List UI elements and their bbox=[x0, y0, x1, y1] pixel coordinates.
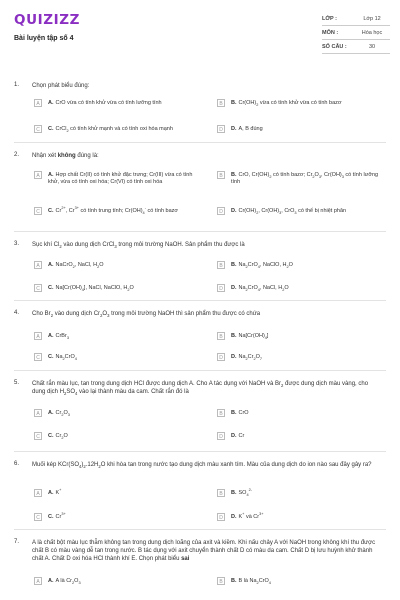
answer-option-a[interactable] bbox=[34, 333, 194, 340]
option-checkbox[interactable]: B bbox=[217, 577, 225, 585]
header bbox=[0, 0, 400, 68]
option-checkbox[interactable]: B bbox=[217, 409, 225, 417]
option-letter: C. bbox=[48, 285, 54, 291]
option-checkbox[interactable]: C bbox=[34, 432, 42, 440]
answer-option-c[interactable] bbox=[34, 354, 194, 361]
option-content bbox=[48, 285, 134, 292]
option-content bbox=[48, 126, 173, 133]
option-content bbox=[231, 490, 252, 497]
question-divider bbox=[14, 370, 386, 371]
answer-option-a[interactable] bbox=[34, 100, 194, 107]
answer-option-c[interactable] bbox=[34, 126, 194, 133]
option-text: CrCl$_2$ có tính khử mạnh và có tính oxi hóa mạnh bbox=[55, 126, 173, 134]
question-number: 1. bbox=[14, 82, 20, 88]
option-letter: B. bbox=[231, 172, 237, 178]
answer-option-d[interactable] bbox=[217, 354, 387, 361]
option-checkbox[interactable]: C bbox=[34, 125, 42, 133]
option-text: NaCrO$_2$, NaCl, $H_2O$ bbox=[55, 262, 104, 270]
option-content bbox=[48, 578, 81, 585]
option-checkbox[interactable]: A bbox=[34, 409, 42, 417]
option-content bbox=[231, 100, 342, 107]
option-text: $Na_2CrO_4$, NaCl, $H_2O$ bbox=[238, 285, 289, 293]
answer-option-d[interactable] bbox=[217, 433, 387, 440]
option-checkbox[interactable]: D bbox=[217, 432, 225, 440]
answer-option-d[interactable] bbox=[217, 208, 387, 215]
option-text: $Cr(OH)_2$, $Cr(OH)_3$, CrO$_3$ có thể bị nhiệt phân bbox=[238, 208, 347, 216]
option-letter: B. bbox=[231, 100, 237, 106]
option-checkbox[interactable]: A bbox=[34, 261, 42, 269]
option-checkbox[interactable]: B bbox=[217, 261, 225, 269]
option-text: $Na_2CrO_4$, NaClO, $H_2O$ bbox=[238, 262, 293, 270]
answer-option-b[interactable] bbox=[217, 100, 387, 107]
option-checkbox[interactable]: A bbox=[34, 99, 42, 107]
option-text: $Cr(OH)_2$ vừa có tính khử vừa có tính bazơ bbox=[238, 100, 342, 108]
option-text: $Cr^{3+}$ bbox=[55, 512, 66, 520]
answer-option-b[interactable] bbox=[217, 262, 387, 269]
option-letter: A. bbox=[48, 578, 54, 584]
option-checkbox[interactable]: A bbox=[34, 489, 42, 497]
answer-option-d[interactable] bbox=[217, 126, 387, 133]
question-text: Chọn phát biểu đúng: bbox=[32, 83, 90, 89]
question-text: Cho $Br_2$ vào dung dịch $Cr_2O_3$ trong môi trường NaOH thì sản phẩm thu được có chứa bbox=[32, 311, 261, 319]
option-content bbox=[231, 285, 289, 292]
answer-option-d[interactable] bbox=[217, 514, 387, 521]
option-content bbox=[48, 490, 61, 497]
option-text: B là $Na_2CrO_4$ bbox=[238, 578, 271, 586]
option-letter: A. bbox=[48, 172, 54, 178]
option-content bbox=[48, 100, 162, 107]
answer-option-a[interactable] bbox=[34, 172, 194, 186]
option-letter: B. bbox=[231, 490, 237, 496]
option-checkbox[interactable]: D bbox=[217, 513, 225, 521]
option-text: $Cr_2O$ bbox=[55, 433, 68, 441]
question-number: 3. bbox=[14, 241, 20, 247]
option-text: A, B đúng bbox=[238, 126, 263, 132]
option-letter: A. bbox=[48, 100, 54, 106]
option-content bbox=[231, 433, 244, 440]
question-number: 5. bbox=[14, 380, 20, 386]
option-checkbox[interactable]: A bbox=[34, 332, 42, 340]
question-number: 2. bbox=[14, 152, 20, 158]
option-text: CrBr$_3$ bbox=[55, 333, 69, 341]
option-text: Cr bbox=[238, 433, 245, 439]
page-title: Bài luyện tập số 4 bbox=[14, 35, 74, 42]
option-checkbox[interactable]: A bbox=[34, 171, 42, 179]
answer-option-b[interactable] bbox=[217, 410, 387, 417]
question-divider bbox=[14, 231, 386, 232]
option-letter: A. bbox=[48, 410, 54, 416]
option-content bbox=[231, 126, 263, 133]
option-checkbox[interactable]: C bbox=[34, 207, 42, 215]
option-letter: D. bbox=[231, 433, 237, 439]
option-text: CrO, $Cr(OH)_2$ có tính bazơ; $Cr_2O_3$, $Cr(OH)_3$ có tính lưỡng tính bbox=[231, 172, 379, 185]
meta-value: 30 bbox=[368, 43, 376, 50]
option-letter: A. bbox=[48, 333, 54, 339]
option-checkbox[interactable]: C bbox=[34, 284, 42, 292]
question-text: Nhận xét không đúng là: bbox=[32, 153, 99, 159]
question-number: 7. bbox=[14, 539, 20, 545]
option-text: $Na_2CrO_4$ bbox=[55, 354, 77, 362]
option-text: $Na[Cr(OH)_4]$ bbox=[238, 333, 269, 341]
question-divider bbox=[14, 451, 386, 452]
option-letter: D. bbox=[231, 126, 237, 132]
option-checkbox[interactable]: A bbox=[34, 577, 42, 585]
answer-option-b[interactable] bbox=[217, 578, 387, 585]
option-content bbox=[48, 262, 104, 269]
option-checkbox[interactable]: B bbox=[217, 99, 225, 107]
meta-key: LỚP : bbox=[322, 15, 337, 22]
answer-option-c[interactable] bbox=[34, 208, 194, 215]
option-content bbox=[48, 333, 69, 340]
option-text: K+ và $Cr^{3+}$ bbox=[238, 512, 264, 520]
question-text: A là chất bột màu lục thẫm không tan trong dung dịch loãng của axit và kiềm. Khi nấu chảy A với NaOH trong không khí thu được chất B có màu vàng dễ tan trong nước. B tác dụng với axit chuyển thành chất D có màu da cam. Chất D bị lưu huỳnh khử thành chất A. Chất D oxi hóa HCl thành khí E. Chọn phát biểu sai bbox=[32, 540, 376, 562]
option-text: CrO bbox=[238, 410, 249, 416]
option-text: CrO vừa có tính khử vừa có tính lưỡng tính bbox=[55, 100, 162, 106]
option-checkbox[interactable]: C bbox=[34, 513, 42, 521]
option-letter: C. bbox=[48, 433, 54, 439]
option-content bbox=[231, 410, 249, 417]
answer-option-b[interactable] bbox=[217, 333, 387, 340]
meta-table bbox=[322, 12, 390, 54]
option-letter: D. bbox=[231, 285, 237, 291]
meta-key: SỐ CÂU : bbox=[322, 43, 347, 50]
option-text: $Na[Cr(OH)_4]$, NaCl, NaClO, $H_2O$ bbox=[55, 285, 134, 293]
option-text: Hợp chất Cr(II) có tính khử đặc trưng; Cr(III) vừa có tính khử, vừa có tính oxi hóa; Cr(VI) có tính oxi hóa bbox=[48, 172, 193, 185]
meta-row-class bbox=[322, 12, 390, 26]
answer-option-a[interactable] bbox=[34, 410, 194, 417]
question-divider bbox=[14, 529, 386, 530]
option-content bbox=[231, 172, 387, 186]
option-letter: B. bbox=[231, 262, 237, 268]
option-content bbox=[231, 333, 268, 340]
option-letter: D. bbox=[231, 354, 237, 360]
option-content bbox=[48, 354, 77, 361]
question-number: 6. bbox=[14, 461, 20, 467]
answer-option-a[interactable] bbox=[34, 490, 194, 497]
question-divider bbox=[14, 142, 386, 143]
quizizz-logo: QUIZIZZ bbox=[14, 12, 81, 28]
question-text: Chất rắn màu lục, tan trong dung dịch HCl được dung dịch A. Cho A tác dụng với NaOH và $Br_2$ được dung dịch màu vàng, cho dung dịch $H_2SO_4$ vào lại thành màu da cam. Chất rắn đó là bbox=[32, 381, 369, 397]
answer-option-c[interactable] bbox=[34, 514, 194, 521]
option-letter: B. bbox=[231, 410, 237, 416]
option-letter: B. bbox=[231, 578, 237, 584]
option-text: $Cr_2O_3$ bbox=[55, 410, 70, 418]
option-content bbox=[48, 172, 194, 186]
option-content bbox=[231, 354, 262, 361]
option-checkbox[interactable]: B bbox=[217, 332, 225, 340]
option-content bbox=[48, 514, 66, 521]
option-content bbox=[231, 208, 346, 215]
question-text: Sục khí $Cl_2$ vào dung dịch CrCl$_3$ trong môi trường NaOH. Sản phẩm thu được là bbox=[32, 242, 245, 250]
meta-key: MÔN : bbox=[322, 29, 339, 36]
option-letter: D. bbox=[231, 514, 237, 520]
option-letter: D. bbox=[231, 208, 237, 214]
meta-value: Lớp 12 bbox=[363, 15, 381, 22]
option-content bbox=[231, 262, 293, 269]
option-text: $Na_2Cr_2O_7$ bbox=[238, 354, 263, 362]
answer-option-c[interactable] bbox=[34, 433, 194, 440]
option-text: A là $Cr_2O_3$ bbox=[55, 578, 81, 586]
meta-value: Hóa học bbox=[361, 29, 383, 36]
option-letter: C. bbox=[48, 208, 54, 214]
option-checkbox[interactable]: B bbox=[217, 171, 225, 179]
question-divider bbox=[14, 300, 386, 301]
option-content bbox=[231, 578, 271, 585]
answer-option-c[interactable] bbox=[34, 285, 194, 292]
meta-row-subject bbox=[322, 26, 390, 40]
option-content bbox=[231, 514, 263, 521]
option-letter: C. bbox=[48, 126, 54, 132]
option-letter: A. bbox=[48, 262, 54, 268]
option-checkbox[interactable]: D bbox=[217, 284, 225, 292]
option-letter: C. bbox=[48, 514, 54, 520]
option-content bbox=[48, 410, 70, 417]
meta-row-count bbox=[322, 40, 390, 54]
question-number: 4. bbox=[14, 310, 20, 316]
answer-option-a[interactable] bbox=[34, 578, 194, 585]
answer-option-b[interactable] bbox=[217, 172, 387, 186]
option-checkbox[interactable]: D bbox=[217, 207, 225, 215]
answer-option-b[interactable] bbox=[217, 490, 387, 497]
option-checkbox[interactable]: D bbox=[217, 353, 225, 361]
option-content bbox=[48, 208, 178, 215]
answer-option-a[interactable] bbox=[34, 262, 194, 269]
question-text: Muối kép $KCr(SO_4)_2.12H_2O$ khi hòa tan trong nước tạo dung dịch màu xanh tím. Màu của dung dịch do ion nào sau đây gây ra? bbox=[32, 462, 372, 470]
option-letter: A. bbox=[48, 490, 54, 496]
option-checkbox[interactable]: C bbox=[34, 353, 42, 361]
option-checkbox[interactable]: B bbox=[217, 489, 225, 497]
option-text: $SO_4^{2-}$ bbox=[238, 488, 253, 498]
option-checkbox[interactable]: D bbox=[217, 125, 225, 133]
option-letter: B. bbox=[231, 333, 237, 339]
option-letter: C. bbox=[48, 354, 54, 360]
option-text: $Cr^{2+}$, $Cr^{3+}$ có tính trung tính; $Cr(OH)_4^-$ có tính bazơ bbox=[55, 206, 179, 216]
answer-option-d[interactable] bbox=[217, 285, 387, 292]
option-text: K+ bbox=[55, 488, 62, 496]
option-content bbox=[48, 433, 68, 440]
